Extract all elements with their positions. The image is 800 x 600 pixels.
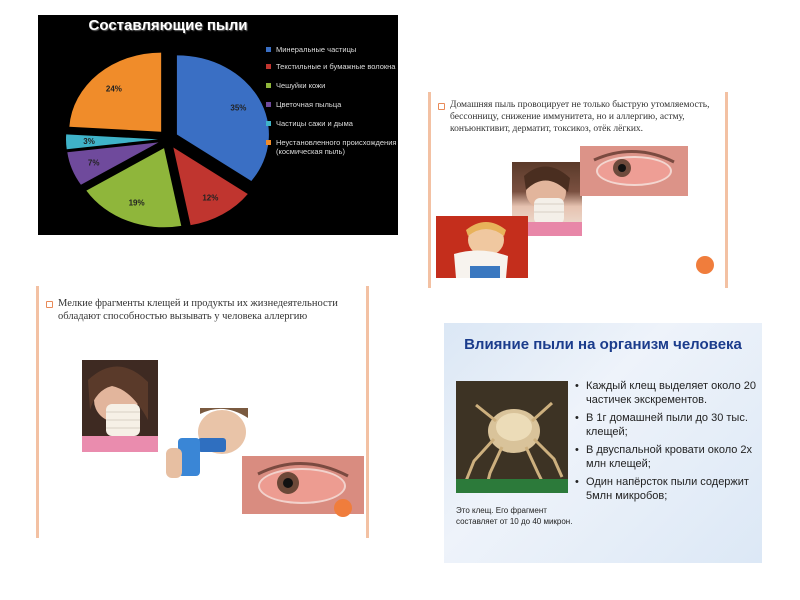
slide-orange-dot (696, 256, 714, 274)
legend-item (266, 81, 398, 90)
legend-label: Цветочная пыльца (276, 100, 342, 109)
child-tissue-image (436, 216, 528, 278)
legend-item (266, 138, 398, 156)
chart-legend (266, 45, 398, 156)
list-item: • Один напёрсток пыли содержит 5млн микробов; (574, 475, 758, 503)
slide-title: Влияние пыли на организм человека (464, 336, 742, 353)
legend-item (266, 62, 398, 71)
legend-item (266, 119, 398, 128)
red-eye-image (580, 146, 688, 196)
slide-card-allergy (36, 286, 369, 538)
legend-swatch (266, 64, 271, 69)
slide-orange-dot (334, 499, 352, 517)
legend-swatch (266, 121, 271, 126)
card-left-border (36, 286, 39, 538)
bullet-marker (438, 103, 445, 110)
slice-label: 7% (87, 158, 100, 168)
legend-item (266, 100, 398, 109)
slice-label: 35% (230, 103, 247, 113)
chart-title: Составляющие пыли (88, 17, 248, 34)
inhaler-image (164, 408, 248, 480)
dust-mite-photo (456, 381, 568, 493)
card-right-border (366, 286, 369, 538)
child-tissue-photo (436, 216, 528, 278)
list-item: • В 1г домашней пыли до 30 тыс. клещей; (574, 411, 758, 439)
girl-sneezing-image (82, 360, 158, 452)
slice-label: 3% (83, 137, 95, 147)
slide-dust-impact (444, 323, 762, 563)
legend-label: Неустановленного происхождения (космическая пыль) (276, 138, 397, 156)
card-right-border (725, 92, 728, 288)
legend-swatch (266, 83, 271, 88)
legend-label: Частицы сажи и дыма (276, 119, 353, 128)
slide-card-symptoms (428, 92, 728, 288)
asthma-inhaler-photo (164, 408, 248, 480)
slice-label: 24% (105, 84, 122, 94)
slice-label: 12% (202, 193, 219, 203)
dust-facts-list (574, 379, 758, 507)
legend-swatch (266, 140, 271, 145)
mite-caption: Это клещ. Его фрагмент составляет от 10 до 40 микрон. (456, 506, 573, 526)
legend-label: Минеральные частицы (276, 45, 357, 54)
list-item: • Каждый клещ выделяет около 20 частичек экскрементов. (574, 379, 758, 407)
dust-mite-image (456, 381, 568, 493)
card-left-border (428, 92, 431, 288)
slice-label: 19% (128, 198, 145, 208)
legend-label: Текстильные и бумажные волокна (276, 62, 396, 71)
list-item: • В двуспальной кровати около 2х млн клещей; (574, 443, 758, 471)
legend-swatch (266, 47, 271, 52)
legend-item (266, 45, 398, 54)
dust-composition-chart (38, 15, 398, 235)
legend-swatch (266, 102, 271, 107)
allergy-text: Мелкие фрагменты клещей и продукты их жизнедеятельности обладают способностью вызывать у человека аллергию (58, 298, 338, 322)
red-eye-photo (580, 146, 688, 196)
legend-label: Чешуйки кожи (276, 81, 326, 90)
girl-sneezing-photo (82, 360, 158, 452)
symptoms-text: Домашняя пыль провоцирует не только быструю утомляемость, бессонницу, снижение иммунитета, но и аллергию, астму, конъюнктивит, дерматит, токсикоз, отёк лёгких. (450, 100, 710, 134)
bullet-marker (46, 301, 53, 308)
